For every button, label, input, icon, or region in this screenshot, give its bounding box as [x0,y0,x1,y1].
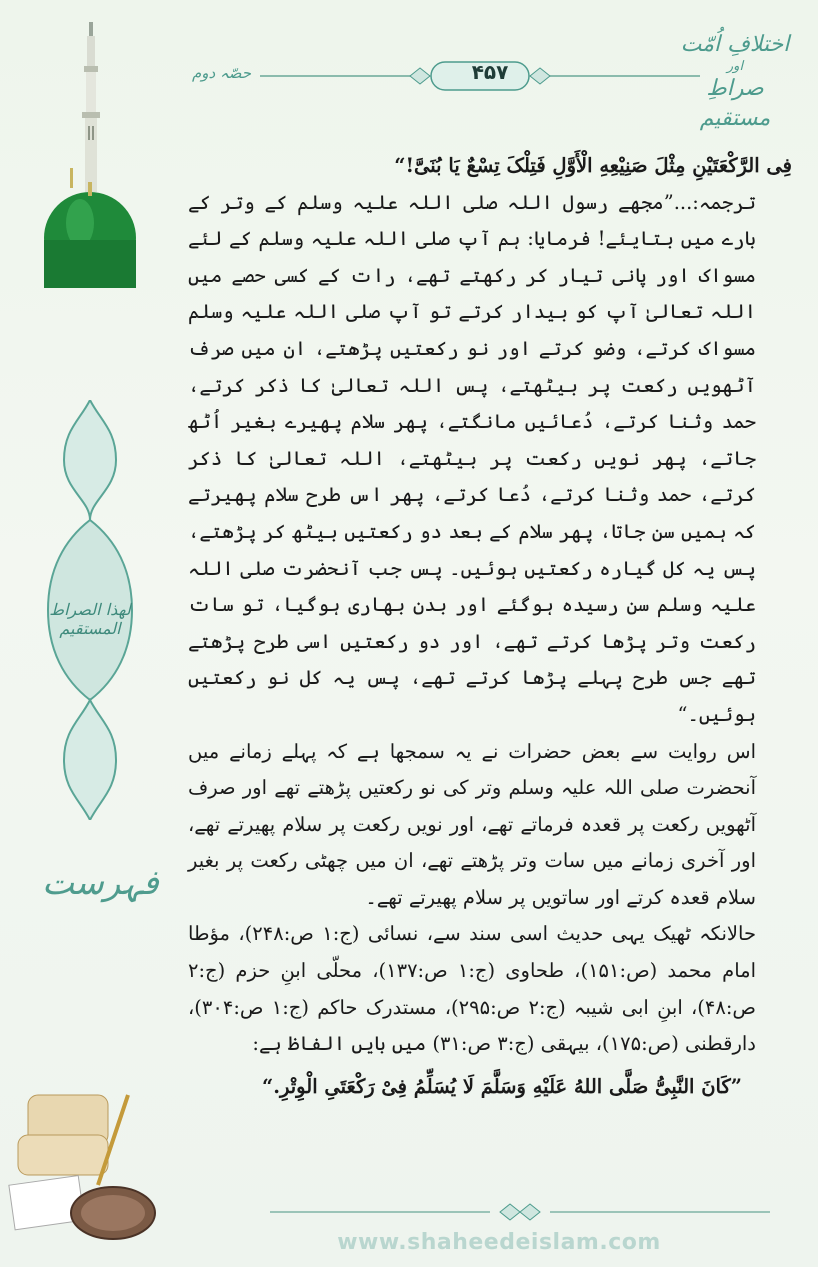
contents-link[interactable]: فہرست [42,863,159,903]
explanation-paragraph: اس روایت سے بعض حضرات نے یہ سمجھا ہے کہ پہلے زمانے میں آنحضرت صلی اللہ علیہ وسلم وتر کی نو رکعتیں پڑھتے تھے اور صرف آٹھویں رکعت پر قعدہ فرماتے تھے، اور نویں رکعت پر سلام پھیرتے تھے، اور آخری زمانے میں سات وتر پڑھتے تھے، ان میں چھٹی رکعت پر بغیر سلام قعدہ کرتے اور ساتویں پر سلام پھیرتے تھے۔ [188,739,756,909]
arabic-hadith-line: فِی الرَّکْعَتَیْنِ مِثْلَ صَنِیْعِهِ الْأَوَّلِ فَتِلْکَ تِسْعٌ یَا بُنَیَّ!“ [394,154,792,177]
left-decor-column [0,0,180,1267]
arabic-quote: ”کَانَ النَّبِیُّ صَلَّی اللهُ عَلَیْهِ وَسَلَّمَ لَا یُسَلِّمُ فِیْ رَکْعَتَیِ الْوِتْرِ.“ [261,1074,742,1098]
website-url[interactable]: www.shaheedeislam.com [337,1230,661,1255]
page-header [180,30,800,131]
references-paragraph: حالانکہ ٹھیک یہی حدیث اسی سند سے، نسائی (ج:۱ ص:۲۴۸)، مؤطا امام محمد (ص:۱۵۱)، طحاوی (ج:۱ ص:۱۳۷)، محلّی ابنِ حزم (ج:۲ ص:۴۸)، ابنِ ابی شیبہ (ج:۲ ص:۲۹۵)، مستدرک حاکم (ج:۱ ص:۳۰۴)، دارقطنی (ص:۱۷۵)، بیہقی (ج:۳ ص:۳۱) میں بایں الفاظ ہے: [188,922,757,1056]
minaret-icon [78,22,104,192]
page-number: ۴۵۷ [471,60,509,84]
book-title: اختلافِ اُمّت اور صراطِ مستقیم [680,32,790,131]
medallion-text: لهذا الصراط المستقیم [49,600,131,638]
page-text [188,148,792,1105]
green-dome-icon [30,168,150,288]
part-label: حصّہ دوم [192,64,252,82]
scrolls-and-quill-icon [8,1085,158,1245]
footer-ornament-icon [270,1200,770,1224]
translation-paragraph: ترجمہ:...”مجھے رسول اللہ صلی اللہ علیہ وسلم کے وتر کے بارے میں بتایئے! فرمایا: ہم آپ صلی اللہ علیہ وسلم کے لئے مسواک اور پانی تیار کر رکھتے تھے، رات کے کسی حصے میں اللہ تعالیٰ آپ کو بیدار کرتے تو آپ صلی اللہ علیہ وسلم مسواک کرتے، وضو کرتے اور نو رکعتیں پڑھتے، ان میں صرف آٹھویں رکعت پر بیٹھتے، پس اللہ تعالیٰ کا ذکر کرتے، حمد وثنا کرتے، دُعائیں مانگتے، پھر سلام پھیرے بغیر اُٹھ جاتے، پھر نویں رکعت پر بیٹھتے، اللہ تعالیٰ کا ذکر کرتے، حمد وثنا کرتے، دُعا کرتے، پھر اس طرح سلام پھیرتے کہ ہمیں سن جاتا، پھر سلام کے بعد دو رکعتیں بیٹھ کر پڑھتے، پس یہ کل گیارہ رکعتیں ہوئیں۔ پس جب آنحضرت صلی اللہ علیہ وسلم سن رسیدہ ہوگئے اور بدن بھاری ہوگیا، تو سات رکعت وتر پڑھا کرتے تھے، اور دو رکعتیں اسی طرح پڑھتے تھے جس طرح پہلے پڑھا کرتے تھے، پس یہ کل نو رکعتیں ہوئیں۔“ [188,190,756,726]
